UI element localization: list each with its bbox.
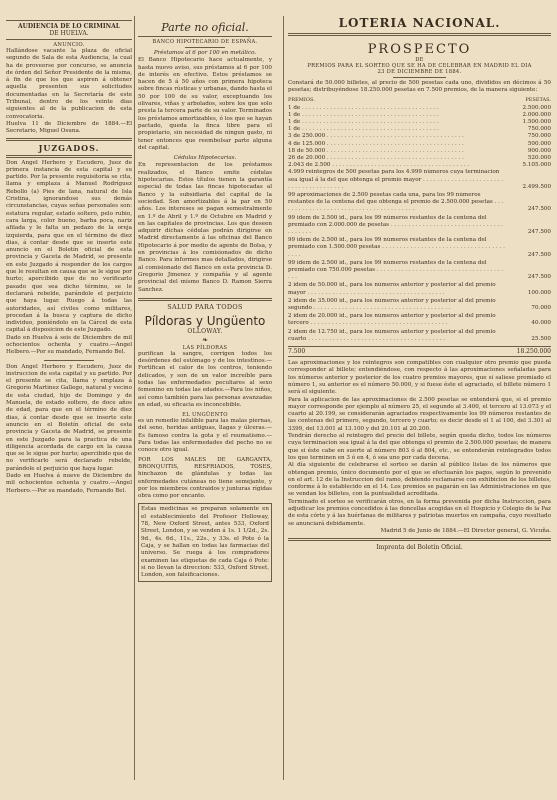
audiencia-header: AUDIENCIA DE LO CRIMINAL [17,23,121,30]
aproximacion-row [288,298,551,312]
anuncio-title: ANUNCIO. [53,42,85,48]
prize-row-description: 18 de 50.000 . . . [288,148,505,155]
loteria-title: LOTERIA NACIONAL. [338,18,501,30]
body-paragraph-5: Terminado el sorteo se verificarán otros, en la forma prevenida por dicha Instruccion, para adjudicar los premios concedidos á las doncellas acogidas en el Hospicio y Colegio de la Paz de esta córte y á las huérfanas de militares y patriotas muertos en campaña, cuyo resultado se anunciará debidamente. [288,498,551,527]
premios-header: PREMIOS. [288,96,315,103]
director-signature: Madrid 5 de Junio de 1884.—El Director general, G. Vicuña. [380,527,551,534]
juzgado-1-text: Don Angel Herbero y Escudero, Juez de primera instancia de esta capital y su partido. Por la presente requisitoria se cita, llama y emplaza á Manuel Rodríguez Rebollo (a) Pies de lana, natural de Isla Cristina, ignorandose sus demás circunstancias, cuyas señas personales son: estatura regular, estado soltero, pelo rubio, cara larga, color bueno, barba poca, nariz afilada y le falta un pedazo de la oreja izquierda, para que en el término de diez dias, á contar desde que se inserte este anuncio en el Boletín oficial de esta provincia y Gaceta de Madrid, se presente en este Juzgado á responder de los cargos que le resultan en causa que se le sigue por hurto; apercibido que de no verificarlo pasado que sea dicho término, se le declarará rebelde, parándole el perjuicio que haya lugar. Ruego á todas las autoridades, así civiles como militares, procedan á la busca y captura de dicho individuo, poniéndolo en la Cárcel de esta capital á disposicion de este Juzgado. [6,159,132,334]
aproximacion-row-description: 4.999 reintegros de 500 pesetas para los 4.999 números cuya terminacion sea igual á la del que obtenga el premio mayor . . . [288,169,505,191]
premios-line: PREMIOS PARA EL SORTEO QUE SE HA DE CELEBRAR EN MADRID EL DIA [307,63,532,69]
prize-row-description: 2.043 de 2.500 . . . [288,162,505,169]
prize-row-amount: 500.000 [527,140,551,147]
aproximacion-row-amount: 2.499.500 [522,183,551,190]
prize-row-description: 3 de 250.000 . . . [288,133,505,140]
prize-row-amount: 520.000 [527,155,551,162]
aproximacion-row-description: 2 idem de 50.000 id., para los números anterior y posterior al del premio mayor . . . [288,282,505,296]
aproximacion-row-amount: 40.000 [531,320,551,327]
aproximacion-row [288,192,551,214]
prize-row-amount: 750.000 [527,133,551,140]
prize-row-description: 1 de . . . [288,126,505,133]
parte-no-oficial-title: Parte no oficial. [161,21,249,34]
aproximacion-row [288,215,551,237]
aproximacion-row-description: 99 aproximaciones de 2.500 pesetas cada una, para los 99 números restantes de la centena del que obtenga el premio de 2.500.000 pesetas . . . [288,192,505,214]
unguento-text-2: POR LOS MALES DE GARGANTA, BRONQUITIS, RESFRIADOS, TOSES, hinchazon de glándulas y todas las enfermedades cutáneas no tiene semejante, y por los miembros contraidos y junturas rígidas obra como por encanto. [138,456,272,500]
prize-row-description: 4 de 125.000 . . . [288,141,505,148]
aproximaciones-table [288,169,551,343]
prospecto-de: DE [415,57,424,63]
bank-subtitle: Préstamos al 6 por 100 en metálico. [153,50,257,56]
aproximacion-row [288,282,551,296]
prize-row-amount: 2.000.000 [522,111,551,118]
aproximacion-row [288,237,551,259]
body-paragraph-4: Al día siguiente de celebrarse el sorteo se darán al público listas de los números que obtengan premio, único documento por el que se efectuarán los pagos, según lo prevenido en el art. 12 de la Instruccion del ramo, debiendo reclamarse con exhibicion de los billetes, conforme á lo establecido en el 14. Los premios se pagarán en las Administraciones en que se vendan los billetes, con la puntualidad acreditada. [288,462,551,498]
aproximacion-row-description: 2 idem de 12.750 id., para los números anterior y posterior al del premio cuarto . . . [288,329,505,343]
column-right [288,18,551,551]
pill-maker: OLLOWAY. [187,327,223,335]
imprenta-footer: Imprenta del Boletín Oficial. [376,543,463,551]
fecha-line: 23 DE DICIEMBRE DE 1884. [377,69,462,75]
salud-title: SALUD PARA TODOS [167,302,243,311]
total-premios: 7.500 [288,348,306,356]
prize-row [288,155,551,162]
total-pesetas: 18.250.000 [516,348,551,356]
juzgado-1-signature: Dado en Huelva á seis de Diciembre de mil ochocientos ochenta y cuatro.—Angel Helbero.—Por su mandado, Fernando Bel. [6,334,132,356]
aproximacion-row-amount: 247.500 [527,206,551,213]
aproximacion-row [288,313,551,327]
ornament-icon: ❧ [202,335,208,344]
bank-title: BANCO HIPOTECARIO DE ESPAÑA. [152,39,258,45]
unguento-text: es un remedio infalible para las malas piernas, del seno, heridas antiguas, llagas y úlceras.—Es famoso contra la gota y el reumatismo.—Para todas las enfermedades del pecho no se conoce otro igual. [138,418,272,454]
bank-text: El Banco Hipotecario hace actualmente, y hasta nuevo aviso, sus préstamos al 6 por 100 de interés en efectivo. Estos préstamos se hacen de 5 á 50 años con primera hipoteca sobre fincas rústicas y urbanas, dando hasta el 50 por 100 de su valor, exceptuando los olivares, viñas y arbolados, sobre los que solo presta la tercera parte de su valor. Terminados los préstamos amortizables, ó los que se hayan pactado, queda la finca libre para el propietario, sin necesidad de ningun gasto, ni tener entonces que reembolsar parte alguna del capital. [138,57,272,151]
aproximacion-row [288,260,551,282]
prize-row [288,112,551,119]
body-paragraph-2: Para la aplicacion de las aproximaciones de 2.500 pesetas se entenderá que, si el premio mayor corresponde por ejemplo al número 25, el segundo al 3.400, el tercero al 13.073 y el cuarto al 20.199, se considerarán agraciados respectivamente los 99 números restantes de las centenas del primero, segundo, tercero y cuarto; es decir desde el 1 al 100, del 3.301 al 3399, del 13.001 al 13.100 y del 20.101 al 20.200. [288,396,551,432]
juzgados-title: JUZGADOS. [38,142,100,153]
aproximacion-row-amount: 247.500 [527,229,551,236]
lottery-intro: Constará de 50.000 billetes, al precio de 500 pesetas cada uno, divididos en décimos á 50 pesetas; distribuyéndose 18.250.000 pesetas en 7.500 premios, de la manera siguiente: [288,80,551,94]
pill-title: Píldoras y Ungüento [144,313,266,328]
aproximacion-row-description: 2 idem de 35.000 id., para los números anterior y posterior al del premio segundo . . . [288,298,505,312]
prize-table [288,105,551,170]
column-middle [138,18,272,582]
column-left [6,18,132,495]
juzgado-2-signature: Dado en Huelva á nueve de Diciembre de mil ochocientos ochenta y cuatro.—Angel Herbero.—Por su mandado, Fernando Bel. [6,473,132,494]
body-paragraph-3: Tendrán derecho al reintegro del precio del billete, según queda dicho, todos los números cuya terminacion sea igual á la del que obtenga el premio de 2.500.000 pesetas; de manera que si éste cabe en suerte al número 803 ó al 804, etc., se entenderán reintegrados todos los que terminen en 3 ó en 4, ó sea uno por cada decena. [288,433,551,461]
prize-row [288,133,551,140]
column-rule [134,16,135,780]
aproximacion-row-description: 99 idem de 2.500 id., para los 99 números restantes de la centena del premiado con 750.000 pesetas . . . [288,260,505,282]
prize-row-description: 1 de . . . [288,119,505,126]
anuncio-signature: Huelva 11 de Diciembre de 1884.—El Secretario, Miguel Osuna. [6,120,132,135]
body-paragraph-1: Las aproximaciones y los reintegros son compatibles con cualquier otro premio que pueda corresponder al billete; entendiéndose, con respecto á las aproximaciones señaladas para los números anterior y posterior de los cuatro premios mayores, que si saliese premiado el número 1, su anterior es el número 50.000, y si fuese éste el agraciado, el billete número 1 será el siguiente. [288,360,551,396]
totals-row [288,346,551,357]
prize-row-amount: 5.105.000 [522,162,551,169]
prospecto-title: PROSPECTO [367,42,472,57]
cedulas-title: Cédulas Hipotecarias. [173,155,237,162]
prize-row-amount: 2.500.000 [522,104,551,111]
holloway-ad-text: Estas medicinas se preparan solamente en el establecimiento del Profesor Holloway, 78, New Oxford Street, antes 533, Oxford Street, London, y se venden á 1s. 1 1/2d., 2s. 9d., 4s. 6d., 11s., 22s., y 33s. el Pote ó la Caja, y se hallan en todas las farmacias del universo. Se ruega á los compradores examinen las etiquetas de cada Caja ó Pote: si no llevan la direccion: 533, Oxford Street, London, son falsificaciones. [141,506,269,579]
prize-row-description: 1 de . . . [288,112,505,119]
holloway-ad-box [138,503,272,582]
aproximacion-row [288,169,551,191]
juzgado-2-text: Don Angel Herbero y Escudero, Juez de instruccion de esta capital y su partido. Por el presente se cita, llama y emplaza á Gregorio Martinez Gallego, natural y vecino de esta ciudad, hijo de Domingo y de Manuela, de estado soltero, de doce años de edad, para que en el término de diez dias, á contar desde que se inserte este anuncio en el Boletín oficial de esta provincia y Gaceta de Madrid, se presente en este Juzgado para la practica de una diligencia acordada de cargo en la causa que se le sigue por hurto; apercibido que de no verificarlo será declarado rebelde, parándole el perjuicio que haya lugar. [6,363,132,472]
aproximacion-row-description: 99 idem de 2.500 id., para los 99 números restantes de la centena del premiado con 1.500.000 pesetas . . . [288,237,505,259]
prize-row-amount: 1.500.000 [522,119,551,125]
pill-text: purifican la sangre, corrigen todos los desórdenes del estómago y de los intestinos.—Fortifican el calor de los centros, teniendo delicados, y son de un valor increíble para todas las enfermedades peculiares al sexo femenino en todas las edades.—Para los niños, así como también para las personas avanzadas en edad, su eficacia es inconcebible. [138,350,272,408]
aproximacion-row-description: 99 idem de 2.500 id., para los 99 números restantes de la centena del premiado con 2.000.000 de pesetas . . . [288,215,505,237]
prize-row-description: 26 de 20.000 . . . [288,155,505,162]
pesetas-header: PESETAS. [525,96,551,103]
prize-table-header [288,97,551,103]
prize-row [288,162,551,169]
aproximacion-row [288,329,551,343]
aproximacion-row-amount: 247.500 [527,251,551,258]
prize-row [288,119,551,126]
audiencia-subheader: DE HUELVA. [49,30,89,37]
prize-row-amount: 900.000 [527,147,551,154]
prize-row-description: 1 de . . . [288,105,505,112]
aproximacion-row-amount: 25.500 [531,335,551,342]
pill-subtitle: LAS PÍLDORAS [182,344,228,351]
unguento-title: EL UNGÜENTO [182,412,228,419]
aproximacion-row-amount: 100.000 [527,289,551,296]
prize-row [288,141,551,148]
aproximacion-row-description: 2 idem de 20.000 id., para los números anterior y posterior al del premio tercero . . . [288,313,505,327]
prize-row [288,126,551,133]
prize-row-amount: 750.000 [527,126,551,133]
aproximacion-row-amount: 70.000 [531,305,551,312]
column-rule [283,16,284,780]
prize-row [288,148,551,155]
anuncio-text: Hallándose vacante la plaza de oficial segundo de Sala de esta Audiencia, la cual ha de proveerse por concurso, se anuncia de órden del Señor Presidente de la misma, á fin de que los que aspiren á obtener aquella presenten sus solicitudes documentadas en la Secretaría de este Tribunal, dentro de los veinte dias siguientes al de la publicacion de esta convocatoria. [6,48,132,120]
prize-row [288,105,551,112]
aproximacion-row-amount: 247.500 [527,274,551,281]
cedulas-text: En representacion de los préstamos realizados, el Banco emite cédulas hipotecarias. Estos títulos tienen la garantía especial de todas las fincas hipotecadas al Banco y la subsidiaria del capital de la sociedad. Son amortizables á la par en 50 años. Los intereses se pagan semestralmente en 1.º de Abril y 1.º de Octubre en Madrid y en las capitales de provincias. Los que deseen adquirir dichas cédulas podrán dirigirse en Madrid directamente á las oficinas del Banco Hipotecario á por medio de agente de Bolsa, y en provincias á los comisionados de dicho Banco. Para informes mas detallados, dirigirse al comisionado del Banco en esta provincia D. Gregorio Jimenez y compañía y al agente provincial del mismo Banco D. Ramon Sierra Sanchez. [138,162,272,293]
